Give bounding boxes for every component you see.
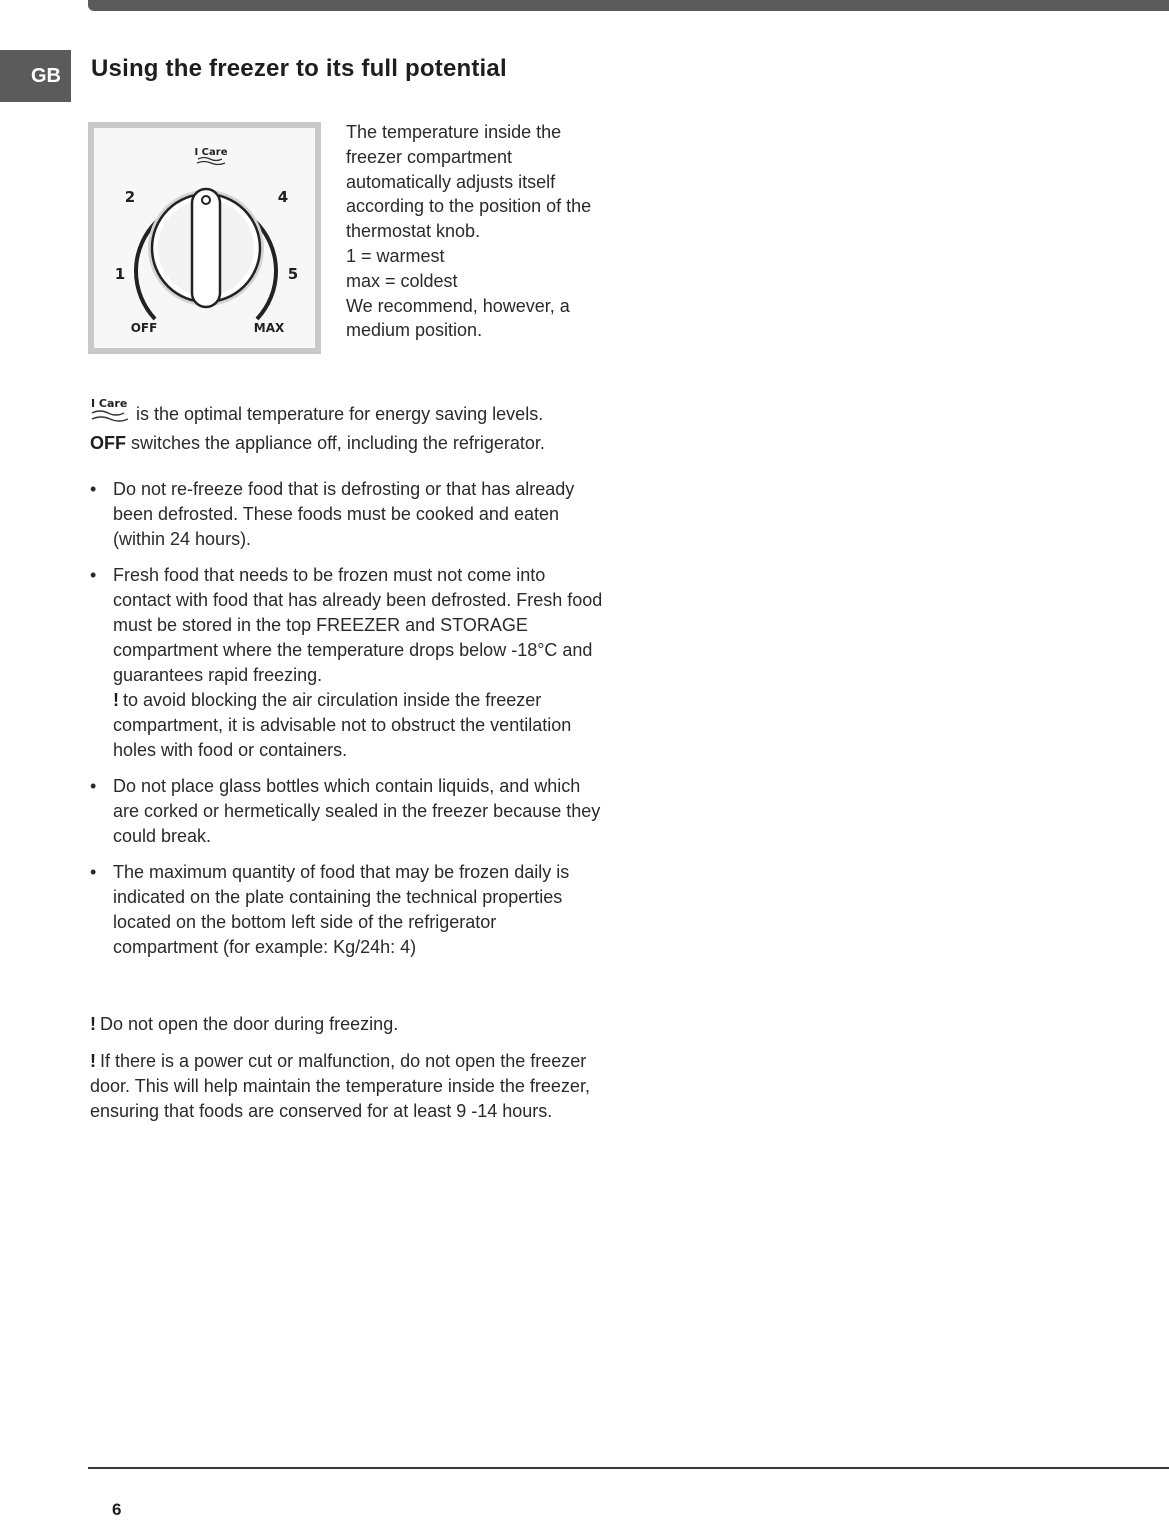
list-item-text: • Fresh food that needs to be frozen must not come into contact with food that has already been defrosted. Fresh food must be stored in the top FREEZER and STORAGE compartment where the temperature drops below -18°C and guarantees rapid freezing. [113,565,603,685]
dial-number: 5 [287,265,299,283]
icare-legend-text: is the optimal temperature for energy saving levels. [136,404,544,424]
dial-number: 1 [114,265,126,283]
recommendation: We recommend, however, a medium position. [346,295,570,341]
off-legend-row [90,429,610,458]
icare-legend-row [90,396,610,429]
off-legend-text: switches the appliance off, including the refrigerator. [131,433,545,453]
dial-knob-grip [192,189,220,307]
language-tab: GB [0,50,71,102]
list-item-note-text: to avoid blocking the air circulation inside the freezer compartment, it is advisable not to obstruct the ventilation holes with food or containers. [113,690,572,760]
top-bar [88,0,1169,11]
dial-icare-label: I Care [194,147,228,158]
list-item [90,477,605,552]
icare-icon [90,396,130,426]
list-item-text: • The maximum quantity of food that may be frozen daily is indicated on the plate containing the technical properties located on the bottom left side of the refrigerator compartment (for example: Kg/24h: 4) [113,862,570,957]
list-item [90,774,605,849]
svg-text:I Care: I Care [91,397,128,410]
warning-mark: ! [90,1014,96,1034]
dial-description [346,120,606,343]
list-item [90,860,605,960]
footer-rule [88,1467,1169,1469]
warning-mark: ! [90,1051,96,1071]
dial-max-label: MAX [253,321,285,335]
coldest-setting: max = coldest [346,270,458,291]
thermostat-dial-figure [88,122,321,354]
warning [90,1012,605,1037]
list-item-text: • Do not place glass bottles which contain liquids, and which are corked or hermetically sealed in the freezer because they could break. [113,776,601,846]
warning [90,1049,605,1124]
dial-number: 4 [277,188,289,206]
dial-number: 2 [124,188,136,206]
dial-off-label: OFF [130,321,158,335]
freezing-warnings [90,1012,605,1136]
dial-indicator-dot [202,196,210,204]
list-item [90,563,605,763]
off-legend-label: OFF [90,433,126,453]
warmest-setting: 1 = warmest [346,245,445,266]
freezer-instructions-list [90,477,605,971]
list-item-text: • Do not re-freeze food that is defrosting or that has already been defrosted. These foods must be cooked and eaten (within 24 hours). [113,479,575,549]
page-title: Using the freezer to its full potential [91,55,507,82]
warning-mark: ! [113,690,119,710]
warning-text: Do not open the door during freezing. [100,1014,399,1034]
dial-description-text: The temperature inside the freezer compartment automatically adjusts itself according to the position of the thermostat knob. [346,122,592,242]
list-item-note [113,688,605,763]
settings-legend [90,396,610,458]
page-number: 6 [112,1500,122,1519]
warning-text: If there is a power cut or malfunction, do not open the freezer door. This will help maintain the temperature inside the freezer, ensuring that foods are conserved for at least 9 -14 hours. [90,1051,590,1121]
thermostat-dial-illustration [94,128,315,348]
